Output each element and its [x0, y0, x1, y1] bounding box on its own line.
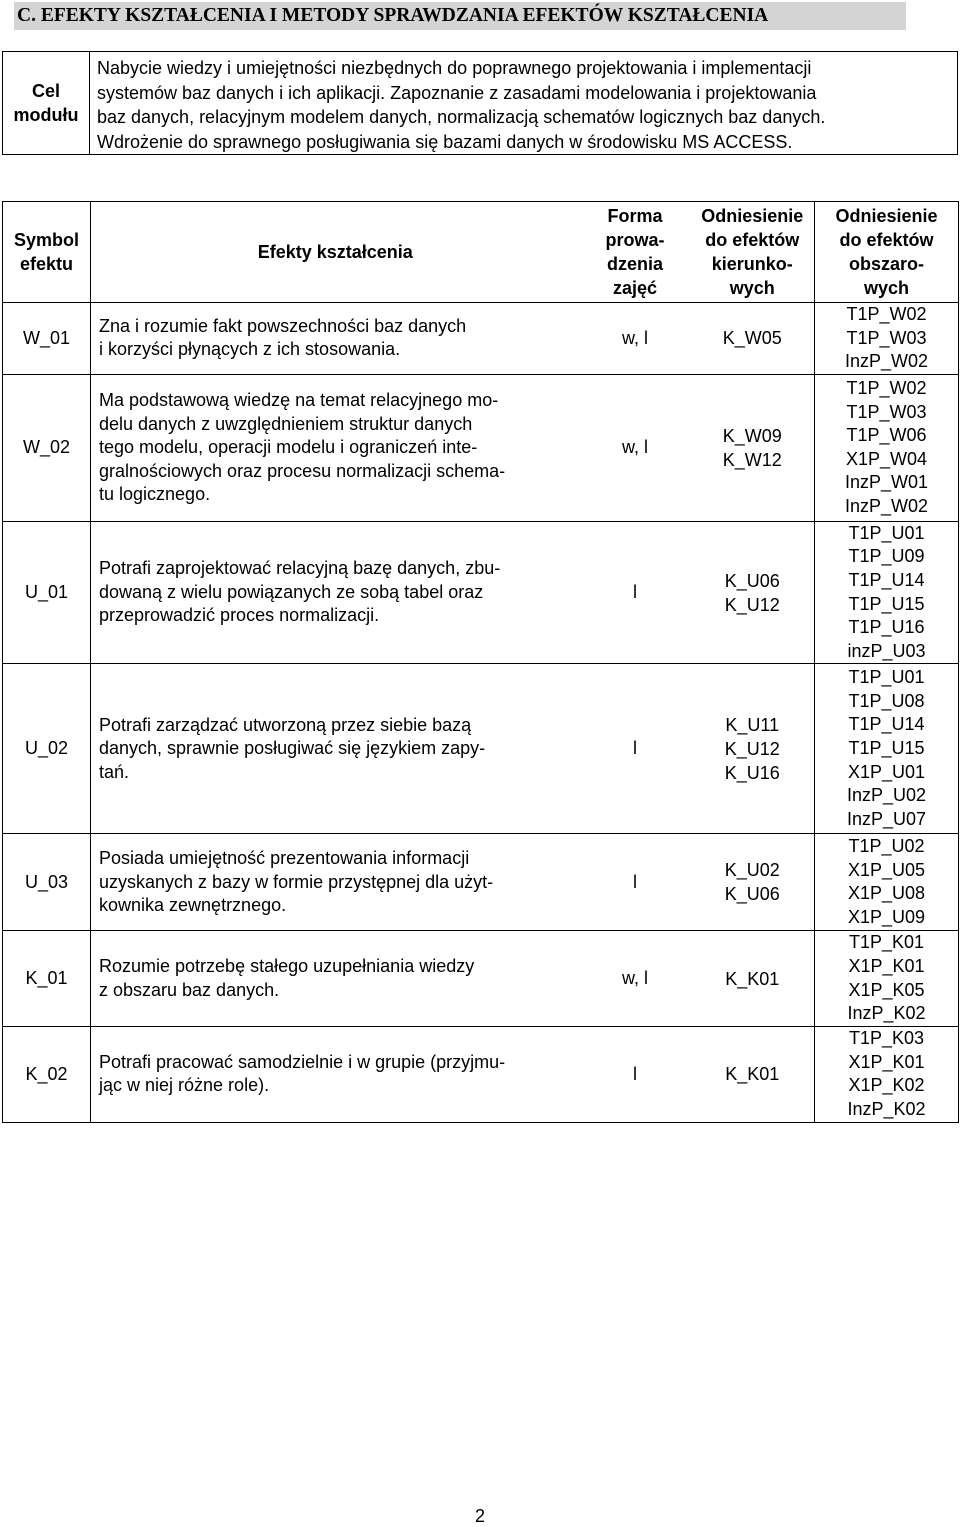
direction-code: K_W05: [722, 328, 782, 349]
header-row: [3, 202, 959, 303]
goal-line: baz danych, relacyjnym modelem danych, normalizacją schematów logicznych baz danych.: [97, 107, 826, 127]
goal-line: Nabycie wiedzy i umiejętności niezbędnych do poprawnego projektowania i implementacji: [97, 58, 812, 78]
table-row: [3, 931, 959, 1026]
area-code: InzP_K02: [847, 1098, 926, 1119]
table-row: [3, 664, 959, 834]
teaching-form: w, l: [580, 303, 691, 375]
table-row: [3, 374, 959, 521]
area-code: T1P_W02: [846, 378, 927, 398]
area-code: X1P_K05: [848, 979, 925, 1000]
page-number: 2: [474, 1506, 485, 1526]
area-code: X1P_K02: [848, 1075, 925, 1096]
label-line: modułu: [13, 105, 79, 125]
effect-symbol: K_01: [3, 931, 91, 1026]
header-effects: Efekty kształcenia: [91, 202, 580, 303]
area-effects: [815, 664, 959, 834]
description-line: Posiada umiejętność prezentowania informacji: [99, 848, 470, 869]
header-line: prowa-: [605, 230, 665, 250]
area-code: T1P_U14: [848, 569, 925, 590]
area-code: T1P_U08: [848, 690, 925, 711]
table-row: [3, 834, 959, 931]
description-line: z obszaru baz danych.: [99, 979, 280, 1000]
direction-code: K_U11: [725, 714, 780, 735]
label-line: Cel: [31, 81, 60, 101]
module-goal-table: [2, 51, 958, 155]
table-row: [3, 1026, 959, 1122]
header-line: Odniesienie: [835, 206, 938, 226]
area-code: T1P_K01: [848, 932, 925, 953]
header-line: zajęć: [612, 278, 658, 298]
area-code: T1P_U02: [848, 836, 925, 857]
goal-line: Wdrożenie do sprawnego posługiwania się bazami danych w środowisku MS ACCESS.: [97, 131, 793, 152]
area-code: T1P_W06: [846, 425, 927, 446]
direction-code: K_U16: [724, 762, 780, 783]
description-line: tego modelu, operacji modelu i ograniczeń inte-: [99, 437, 478, 458]
header-line: dzenia: [606, 254, 663, 274]
teaching-form: l: [580, 1026, 691, 1122]
area-code: X1P_U01: [847, 761, 926, 782]
goal-line: systemów baz danych i ich aplikacji. Zapoznanie z zasadami modelowania i projektowania: [97, 82, 817, 103]
description-line: Potrafi pracować samodzielnie i w grupie (przyjmu-: [99, 1051, 506, 1072]
area-code: InzP_U02: [846, 785, 927, 806]
effect-description: [91, 521, 580, 664]
teaching-form: w, l: [580, 374, 691, 521]
header-form: [580, 202, 691, 303]
area-effects: [815, 521, 959, 664]
direction-code: K_K01: [725, 968, 780, 989]
description-line: danych, sprawnie posługiwać się językiem zapy-: [99, 738, 486, 759]
direction-code: K_W09: [722, 425, 782, 446]
area-code: T1P_U15: [848, 738, 925, 759]
description-line: dowaną z wielu powiązanych ze sobą tabel oraz: [99, 581, 484, 602]
area-code: T1P_W02: [846, 304, 927, 324]
table-row: [3, 521, 959, 664]
area-code: X1P_K01: [848, 955, 925, 976]
area-code: X1P_W04: [845, 448, 928, 469]
area-effects: [815, 1026, 959, 1122]
description-line: przeprowadzić proces normalizacji.: [99, 605, 380, 626]
effect-symbol: U_01: [3, 521, 91, 664]
teaching-form: w, l: [580, 931, 691, 1026]
direction-effects: [691, 664, 815, 834]
header-area: [815, 202, 959, 303]
area-effects: [815, 834, 959, 931]
description-line: tu logicznego.: [99, 484, 211, 505]
effect-symbol: W_01: [3, 303, 91, 375]
effect-description: [91, 1026, 580, 1122]
learning-effects-table: [2, 201, 959, 1123]
direction-code: K_U12: [724, 594, 780, 615]
section-title: C. EFEKTY KSZTAŁCENIA I METODY SPRAWDZANIA EFEKTÓW KSZTAŁCENIA: [14, 2, 906, 30]
header-line: do efektów: [839, 230, 934, 250]
area-code: X1P_U09: [847, 906, 926, 927]
description-line: i korzyści płynących z ich stosowania.: [99, 339, 401, 360]
description-line: Zna i rozumie fakt powszechności baz danych: [99, 315, 467, 336]
description-line: jąc w niej różne role).: [99, 1075, 270, 1096]
effect-symbol: W_02: [3, 374, 91, 521]
module-goal-text: [90, 52, 958, 155]
area-effects: [815, 303, 959, 375]
header-line: Odniesienie: [701, 206, 804, 226]
direction-code: K_U02: [724, 860, 780, 881]
description-line: uzyskanych z bazy w formie przystępnej dla użyt-: [99, 871, 494, 892]
area-code: T1P_U01: [848, 667, 925, 688]
teaching-form: l: [580, 834, 691, 931]
header-line: wych: [863, 278, 910, 298]
description-line: Rozumie potrzebę stałego uzupełniania wiedzy: [99, 956, 475, 977]
description-line: Potrafi zaprojektować relacyjną bazę danych, zbu-: [99, 558, 501, 579]
description-line: tań.: [99, 761, 130, 782]
area-code: InzP_W02: [844, 351, 929, 372]
area-code: T1P_K03: [848, 1028, 925, 1049]
area-code: T1P_W03: [846, 327, 927, 348]
effect-symbol: U_02: [3, 664, 91, 834]
description-line: Potrafi zarządzać utworzoną przez siebie bazą: [99, 714, 472, 735]
direction-effects: [691, 931, 815, 1026]
direction-effects: [691, 521, 815, 664]
description-line: kownika zewnętrznego.: [99, 895, 287, 916]
area-code: X1P_U05: [847, 859, 926, 880]
area-code: T1P_U15: [848, 593, 925, 614]
direction-code: K_U06: [724, 884, 780, 905]
direction-effects: [691, 303, 815, 375]
module-goal-label: [3, 52, 90, 155]
header-line: Forma: [607, 206, 663, 226]
header-symbol: [3, 202, 91, 303]
direction-code: K_U06: [724, 570, 780, 591]
header-direction: [691, 202, 815, 303]
area-code: InzP_K02: [847, 1003, 926, 1024]
effect-description: [91, 664, 580, 834]
description-line: gralnościowych oraz procesu normalizacji schema-: [99, 460, 506, 481]
teaching-form: l: [580, 521, 691, 664]
area-effects: [815, 931, 959, 1026]
header-line: obszaro-: [848, 254, 924, 274]
header-line: kierunko-: [711, 254, 793, 274]
area-code: T1P_U01: [848, 522, 925, 543]
direction-effects: [691, 834, 815, 931]
area-code: X1P_U08: [847, 883, 926, 904]
direction-code: K_W12: [722, 449, 782, 470]
direction-code: K_K01: [725, 1064, 780, 1085]
header-line: Symbol: [13, 230, 79, 250]
effect-description: [91, 834, 580, 931]
area-code: T1P_U14: [848, 714, 925, 735]
direction-effects: [691, 1026, 815, 1122]
teaching-form: l: [580, 664, 691, 834]
header-line: efektu: [19, 254, 73, 274]
area-code: T1P_U16: [848, 617, 925, 638]
effect-symbol: K_02: [3, 1026, 91, 1122]
effect-description: [91, 303, 580, 375]
area-code: X1P_K01: [848, 1051, 925, 1072]
effect-description: [91, 374, 580, 521]
effect-description: [91, 931, 580, 1026]
area-code: inzP_U03: [847, 640, 926, 661]
description-line: Ma podstawową wiedzę na temat relacyjnego mo-: [99, 390, 499, 411]
area-code: InzP_U07: [846, 808, 927, 829]
table-row: [3, 303, 959, 375]
area-effects: [815, 374, 959, 521]
description-line: delu danych z uwzględnieniem struktur danych: [99, 413, 473, 434]
area-code: InzP_W01: [844, 472, 929, 493]
direction-effects: [691, 374, 815, 521]
area-code: T1P_U09: [848, 546, 925, 567]
effect-symbol: U_03: [3, 834, 91, 931]
direction-code: K_U12: [724, 738, 780, 759]
area-code: InzP_W02: [844, 495, 929, 516]
header-line: wych: [729, 278, 775, 298]
header-line: do efektów: [705, 230, 800, 250]
area-code: T1P_W03: [846, 401, 927, 422]
